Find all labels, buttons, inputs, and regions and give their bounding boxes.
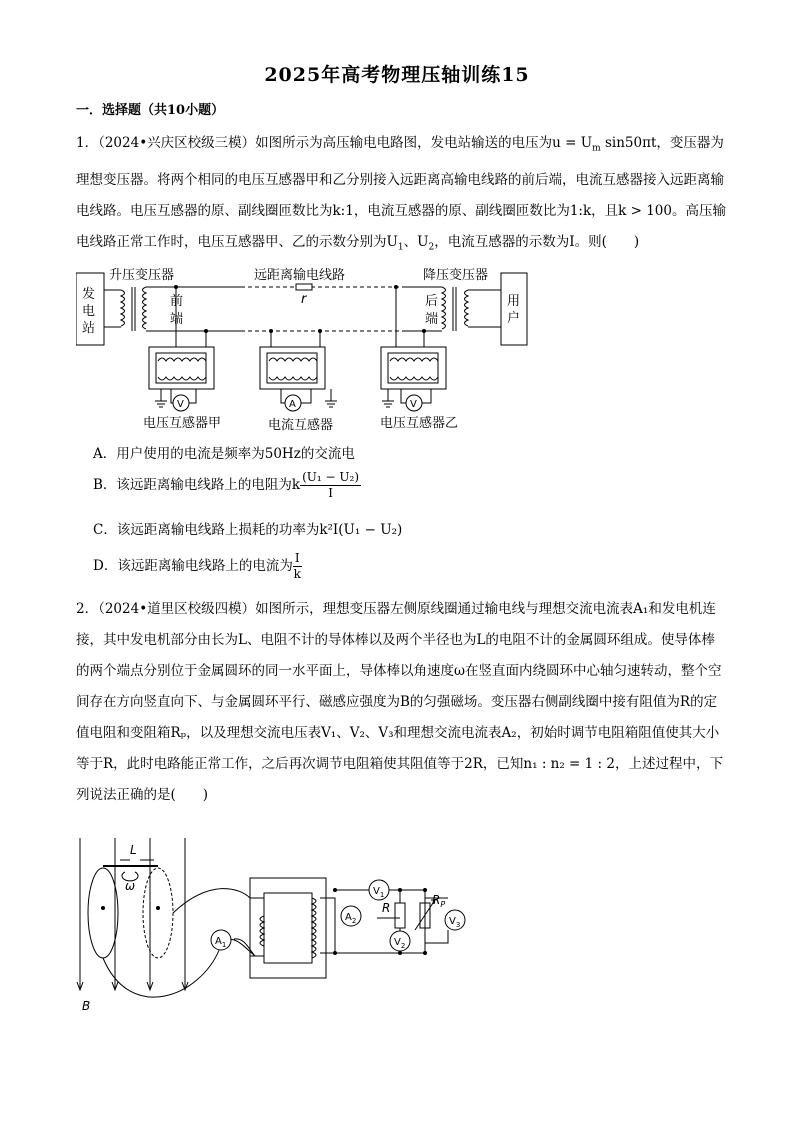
option-d: D．该远距离输电线路上的电流为 $\frac{I}{k}$	[93, 551, 301, 581]
step-up-label: 升压变压器	[109, 268, 175, 283]
voltmeter-v2-icon: $V_2$	[394, 937, 406, 950]
step-down-label: 降压变压器	[423, 268, 489, 283]
gen-label-2: 电	[82, 304, 96, 319]
option-a: A．用户使用的电流是频率为50Hz的交流电	[93, 446, 355, 462]
omega-label: ω	[125, 879, 136, 893]
pt-b-label: 电压互感器乙	[380, 416, 459, 431]
gen-label-3: 站	[82, 321, 96, 336]
voltmeter-v3-icon: $V_3$	[449, 916, 461, 929]
rod-length-label: L	[130, 843, 137, 857]
user-label-1: 用	[507, 294, 521, 309]
question-1-circuit-diagram	[76, 265, 536, 435]
ammeter-a2-icon: $A_2$	[345, 912, 357, 925]
ammeter-a1-icon: $A_1$	[215, 936, 227, 949]
section-heading: 一．选择题（共10小题）	[76, 103, 225, 118]
voltmeter-icon: V	[410, 399, 417, 410]
option-b: B．该远距离输电线路上的电阻为k $\frac{\text{(U₁ − U₂)}}{I}$	[93, 470, 360, 500]
back-label-1: 后	[425, 294, 439, 309]
back-label-2: 端	[425, 312, 439, 327]
pt-a-label: 电压互感器甲	[143, 416, 222, 431]
voltmeter-icon: V	[177, 399, 184, 410]
option-c: C．该远距离输电线路上损耗的功率为k²I(U₁ − U₂)	[93, 522, 403, 538]
voltmeter-v1-icon: $V_1$	[373, 886, 385, 899]
user-label-2: 户	[507, 311, 521, 326]
ct-label: 电流互感器	[268, 418, 334, 433]
line-label: 远距离输电线路	[254, 268, 346, 283]
question-1-text: 1．（2024•兴庆区校级三模）如图所示为高压输电电路图，发电站输送的电压为$u = U_m$ sin50πt，变压器为理想变压器。将两个相同的电压互感器甲和乙分别接入远距离高输电线路的前后端，电流互感器接入远距离输电线路。电压互感器的原、副线圈匝数比为k:1，电流互感器的原、副线圈匝数比为1:k，且k > 100。高压输电线路正常工作时，电压互感器甲、乙的示数分别为$U_1$、$U_2$，电流互感器的示数为I。则( )	[76, 135, 726, 253]
rheostat-label: $R_P$	[432, 893, 446, 909]
front-label-1: 前	[170, 294, 184, 309]
page-title: 2025年高考物理压轴训练15	[264, 64, 530, 86]
ammeter-icon: A	[289, 399, 296, 410]
resistor-r-label: R	[382, 901, 391, 915]
gen-label-1: 发	[82, 287, 96, 302]
field-b-label: B	[82, 999, 91, 1013]
question-2-circuit-diagram	[70, 838, 480, 1018]
resistor-label: r	[301, 292, 307, 307]
question-2-text: 2．（2024•道里区校级四模）如图所示，理想变压器左侧原线圈通过输电线与理想交流电流表A₁和发电机连接，其中发电机部分由长为L、电阻不计的导体棒以及两个半径也为L的电阻不计的金属圆环组成。使导体棒的两个端点分别位于金属圆环的同一水平面上，导体棒以角速度ω在竖直面内绕圆环中心轴匀速转动，整个空间存在方向竖直向下、与金属圆环平行、磁感应强度为B的匀强磁场。变压器右侧副线圈中接有阻值为R的定值电阻和变阻箱Rₚ，以及理想交流电压表V₁、V₂、V₃和理想交流电流表A₂，初始时调节电阻箱阻值使其大小等于R，此时电路能正常工作，之后再次调节电阻箱使其阻值等于2R，已知n₁ : n₂ = 1 : 2，上述过程中，下列说法正确的是( )	[76, 601, 723, 803]
front-label-2: 端	[170, 312, 184, 327]
